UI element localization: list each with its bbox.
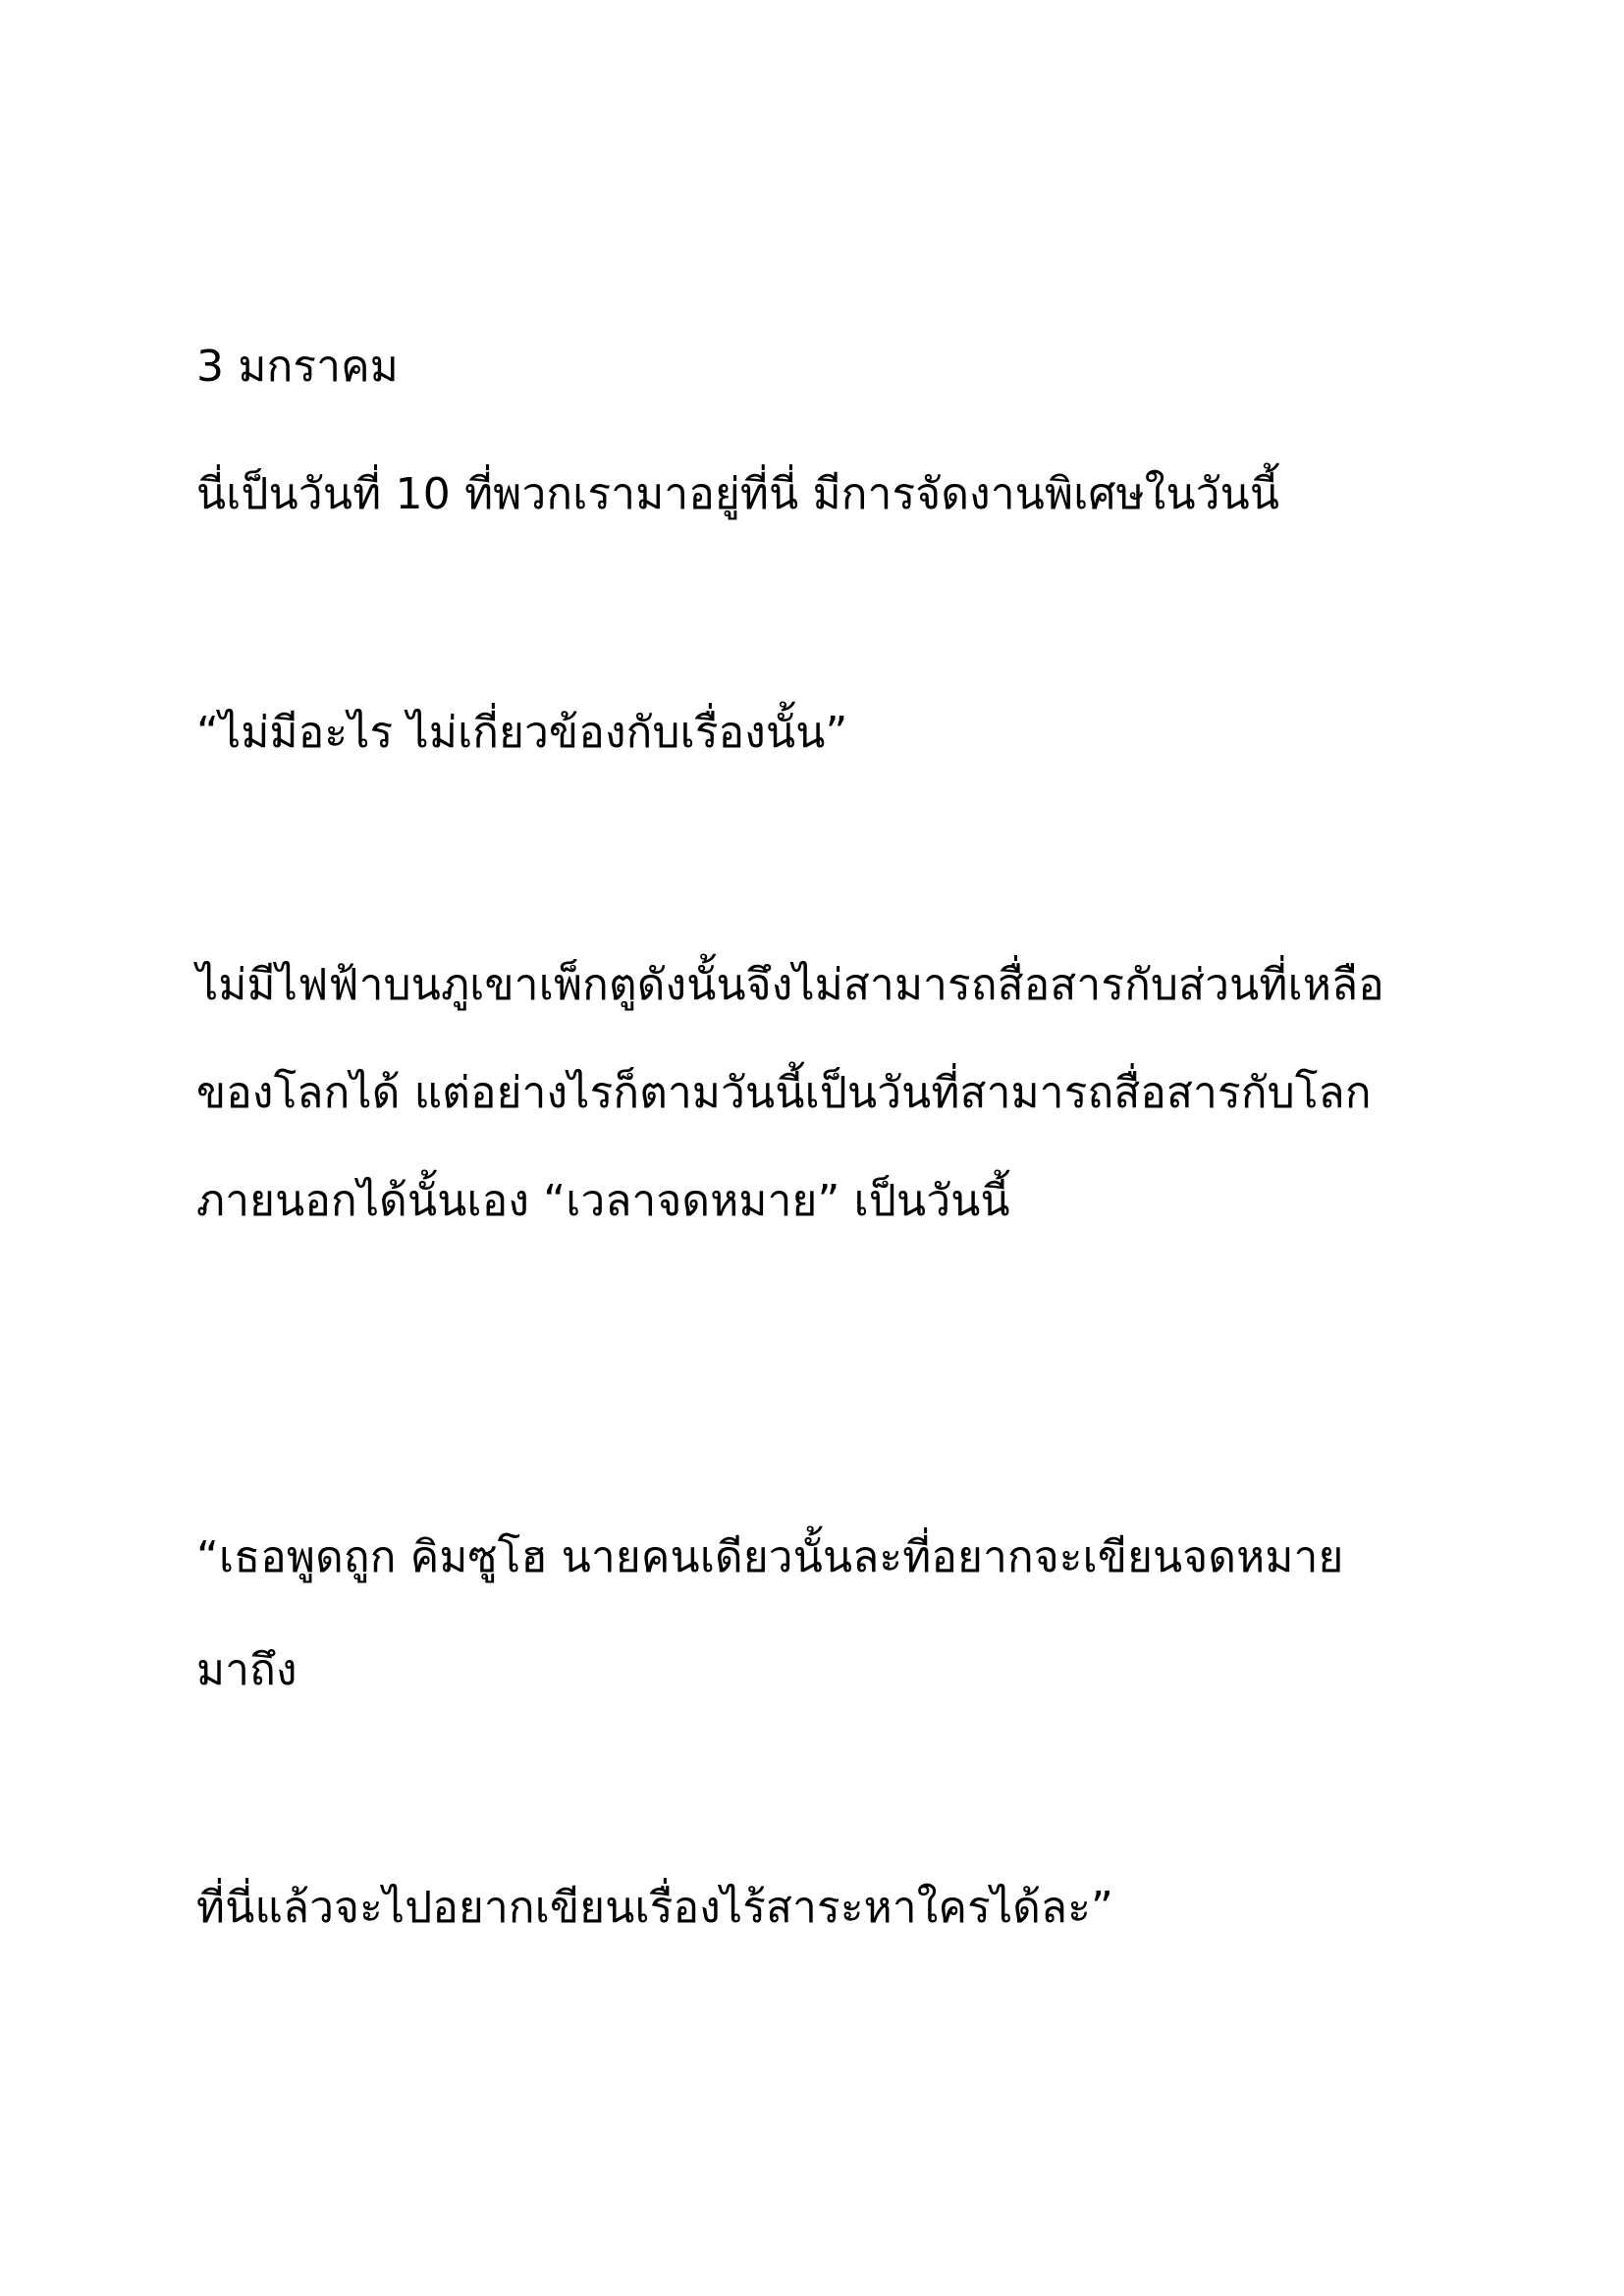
date-heading: 3 มกราคม — [196, 342, 400, 392]
paragraph-line-3: ของโลกได้ แต่อย่างไรก็ตามวันนี้เป็นวันที่สามารถสื่อสารกับโลก — [196, 1068, 1372, 1118]
paragraph-line-1: นี่เป็นวันที่ 10 ที่พวกเรามาอยู่ที่นี่ มีการจัดงานพิเศษในวันนี้ — [196, 469, 1280, 519]
dialogue-line-1: “ไม่มีอะไร ไม่เกี่ยวข้องกับเรื่องนั้น” — [196, 708, 848, 758]
dialogue-line-4: ที่นี่แล้วจะไปอยากเขียนเรื่องไร้สาระหาใครได้ละ” — [196, 1883, 1114, 1933]
paragraph-line-2: ไม่มีไฟฟ้าบนภูเขาเพ็กตูดังนั้นจึงไม่สามารถสื่อสารกับส่วนที่เหลือ — [196, 960, 1384, 1010]
dialogue-line-2: “เธอพูดถูก คิมซูโฮ นายคนเดียวนั้นละที่อยากจะเขียนจดหมาย — [196, 1532, 1344, 1582]
paragraph-line-4: ภายนอกได้นั้นเอง “เวลาจดหมาย” เป็นวันนี้ — [196, 1176, 1010, 1226]
dialogue-line-3: มาถึง — [196, 1645, 298, 1695]
